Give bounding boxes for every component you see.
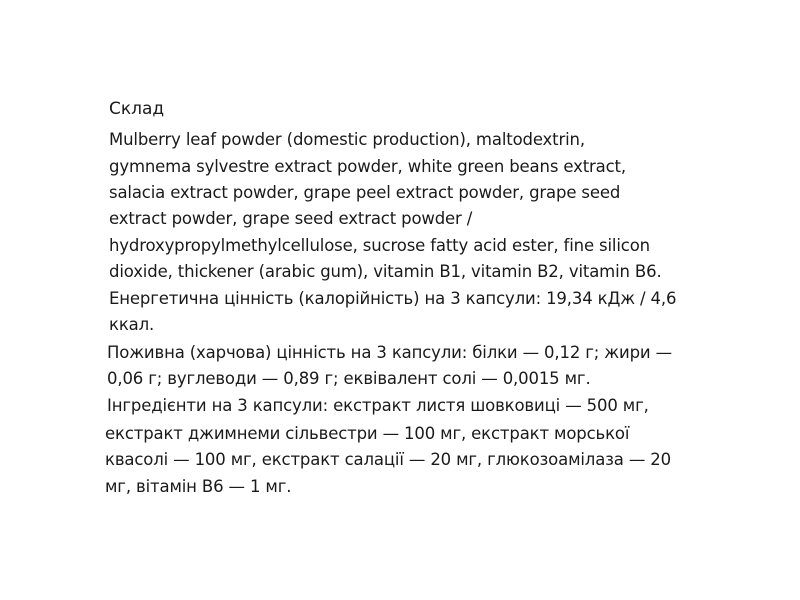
composition-line: gymnema sylvestre extract powder, white green beans extract, (109, 157, 626, 176)
composition-line: 0,06 г; вуглеводи — 0,89 г; еквівалент солі — 0,0015 мг. (107, 369, 591, 388)
composition-line: мг, вітамін В6 — 1 мг. (105, 477, 292, 496)
composition-line: hydroxypropylmethylcellulose, sucrose fatty acid ester, fine silicon (109, 236, 650, 255)
composition-line: extract powder, grape seed extract powder / (109, 209, 473, 228)
composition-line: Енергетична цінність (калорійність) на 3 капсули: 19,34 кДж / 4,6 (109, 289, 677, 308)
composition-line: Інгредієнти на 3 капсули: екстракт листя шовковиці — 500 мг, (107, 396, 649, 415)
composition-line: Mulberry leaf powder (domestic production), maltodextrin, (109, 130, 585, 149)
composition-line: dioxide, thickener (arabic gum), vitamin B1, vitamin B2, vitamin B6. (109, 262, 662, 281)
composition-heading: Склад (109, 99, 165, 119)
composition-line: salacia extract powder, grape peel extract powder, grape seed (109, 183, 621, 202)
composition-line: екстракт джимнеми сільвестри — 100 мг, екстракт морської (105, 424, 630, 443)
composition-line: Поживна (харчова) цінність на 3 капсули: білки — 0,12 г; жири — (107, 343, 672, 362)
composition-line: ккал. (109, 315, 155, 334)
composition-line: квасолі — 100 мг, екстракт салації — 20 мг, глюкозоамілаза — 20 (105, 450, 671, 469)
